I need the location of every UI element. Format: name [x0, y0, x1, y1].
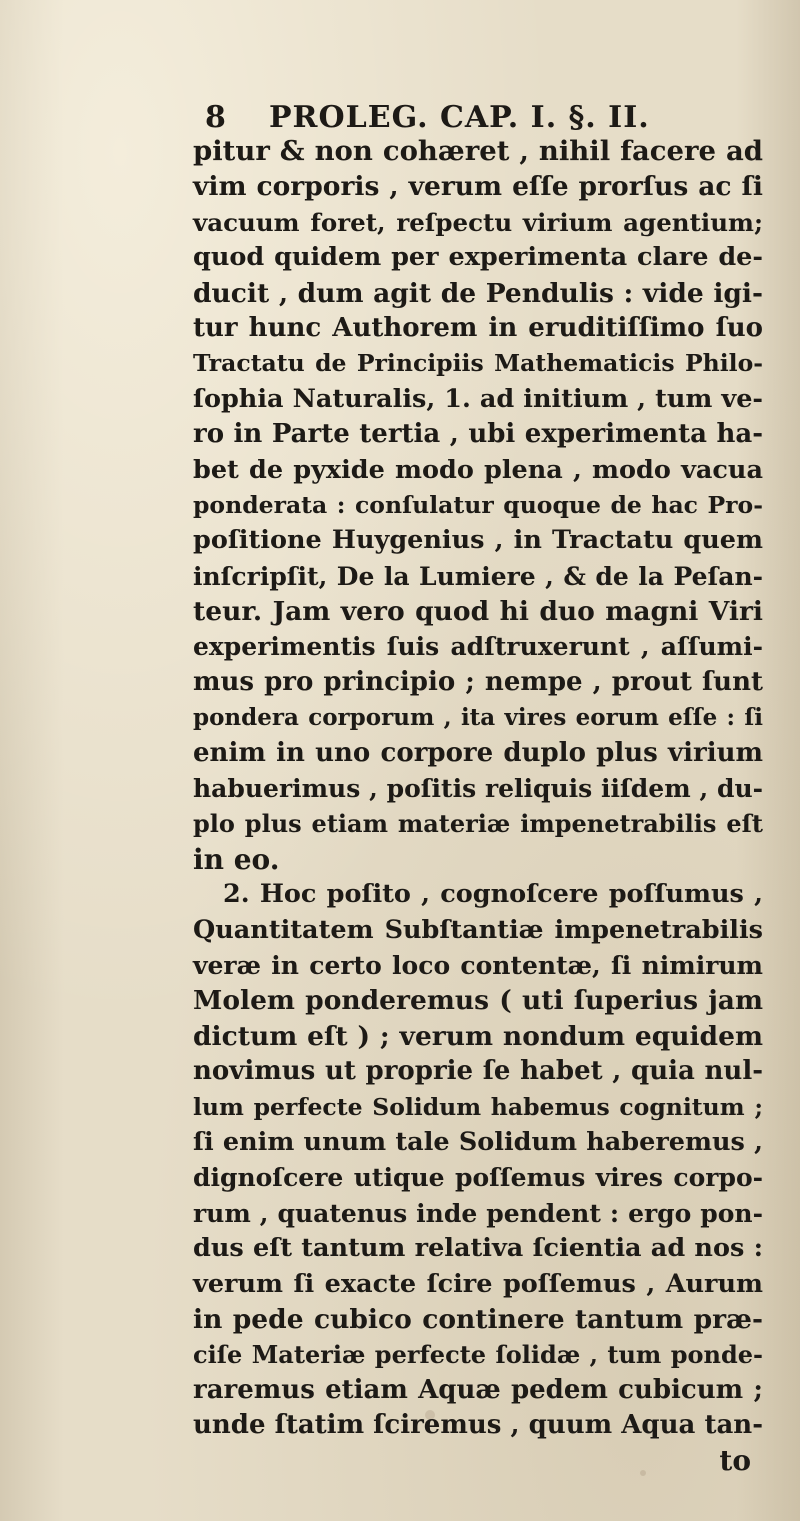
text-line: ro in Parte tertia , ubi experimenta ha-	[193, 419, 763, 450]
text-line: quod quidem per experimenta clare de-	[193, 242, 763, 273]
paragraph-end-line: in eo.	[193, 842, 280, 876]
text-line: ciſe Materiæ perfecte ſolidæ , tum ponde-	[193, 1340, 763, 1370]
text-line: Tractatu de Principiis Mathematicis Philo-	[193, 349, 763, 378]
text-line: pitur & non cohæret , nihil facere ad	[193, 135, 763, 167]
text-line: novimus ut proprie ſe habet , quia nul-	[193, 1056, 763, 1087]
text-line: verum ſi exacte ſcire poſſemus , Aurum	[193, 1268, 763, 1299]
text-line: rum , quatenus inde pendent : ergo pon-	[193, 1198, 763, 1228]
text-line: vim corporis , verum eſſe prorſus ac ſi	[193, 171, 763, 203]
text-line: ponderata : conſulatur quoque de hac Pro-	[193, 490, 763, 519]
text-line: vacuum foret, reſpectu virium agentium;	[193, 207, 763, 237]
running-title: PROLEG. CAP. I. §. II.	[269, 100, 650, 135]
text-line: experimentis ſuis adſtruxerunt , aſſumi-	[193, 632, 763, 662]
text-line: pondera corporum , ita vires eorum eſſe : ſi	[193, 704, 763, 732]
text-line: tur hunc Authorem in eruditiſſimo ſuo	[193, 312, 763, 343]
text-line: ſophia Naturalis, 1. ad initium , tum ve-	[193, 383, 763, 414]
text-line: in pede cubico continere tantum præ-	[193, 1303, 763, 1335]
text-line: mus pro principio ; nempe , prout ſunt	[193, 666, 763, 697]
body-text	[193, 134, 763, 1479]
text-line: teur. Jam vero quod hi duo magni Viri	[193, 596, 763, 628]
text-line: dus eſt tantum relativa ſcientia ad nos :	[193, 1233, 763, 1264]
text-line: inſcripſit, De la Lumiere , & de la Peſan-	[193, 561, 763, 591]
running-head	[205, 100, 650, 135]
text-line: dignoſcere utique poſſemus vires corpo-	[193, 1163, 763, 1193]
text-line: habuerimus , poſitis reliquis iiſdem , du-	[193, 774, 763, 804]
text-line: unde ſtatim ſciremus , quum Aqua tan-	[193, 1410, 763, 1441]
text-line: Molem ponderemus ( uti ſuperius jam	[193, 985, 763, 1017]
text-line: lum perfecte Solidum habemus cognitum ;	[193, 1092, 763, 1121]
page-number: 8	[205, 100, 227, 135]
text-line: poſitione Huygenius , in Tractatu quem	[193, 525, 763, 556]
text-line: enim in uno corpore duplo plus virium	[193, 737, 763, 768]
text-line: Quantitatem Subſtantiæ impenetrabilis	[193, 914, 763, 945]
text-line: ducit , dum agit de Pendulis : vide igi-	[193, 277, 763, 309]
text-line: raremus etiam Aquæ pedem cubicum ;	[193, 1374, 763, 1405]
catchword: to	[719, 1444, 751, 1478]
paragraph-start-line: 2. Hoc poſito , cognoſcere poſſumus ,	[223, 879, 763, 910]
text-line: bet de pyxide modo plena , modo vacua	[193, 454, 763, 485]
text-line: plo plus etiam materiæ impenetrabilis eſt	[193, 809, 763, 839]
text-line: dictum eſt ) ; verum nondum equidem	[193, 1020, 763, 1052]
text-line: ſi enim unum tale Solidum haberemus ,	[193, 1126, 763, 1157]
text-line: veræ in certo loco contentæ, ſi nimirum	[193, 950, 763, 980]
